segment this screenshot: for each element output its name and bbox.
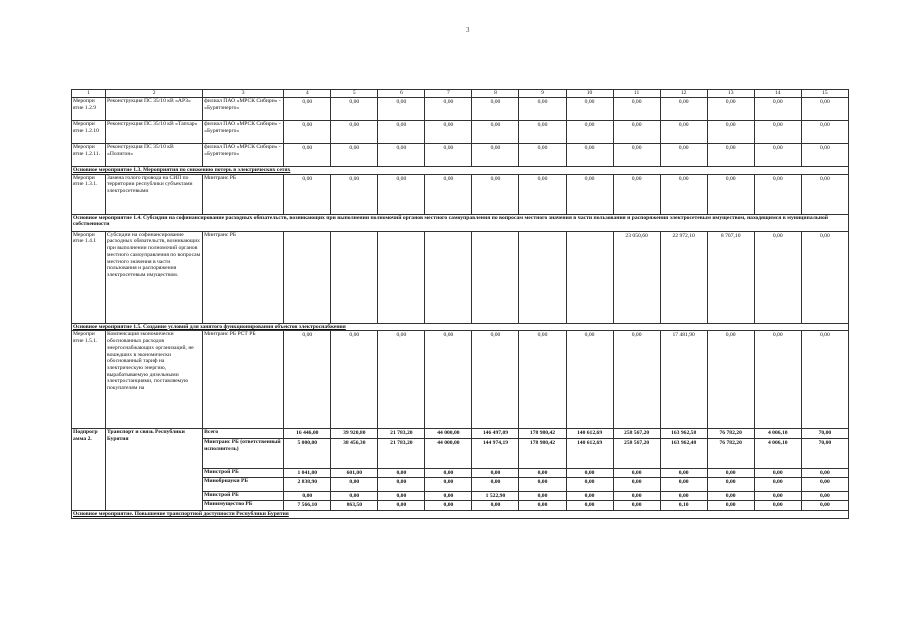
executor-cell: Всего [203,429,284,439]
value-cell: 0,00 [331,121,378,144]
column-number-cell: 15 [801,90,848,98]
value-cell: 0,00 [331,174,378,214]
value-cell: 0,00 [378,469,425,478]
measure-code-cell: Меропри ятие 1.2.10 [72,121,106,144]
value-cell: 0,00 [378,331,425,429]
value-cell: 0,00 [519,469,566,478]
value-cell: 146 497,09 [472,429,519,439]
measure-code-cell: Меропри ятие 1.2.11. [72,144,106,167]
value-cell: 0,00 [613,331,660,429]
value-cell: 0,00 [378,121,425,144]
table-row [72,231,849,323]
value-cell: 0,00 [425,98,472,121]
value-cell: 0,00 [284,98,331,121]
value-cell: 863,50 [331,501,378,511]
measure-name-cell: Субсидии на софинансирование расходных обязательств, возникающих при выполнении полномочий органов местного самоуправления по вопросам местного значения в части пользования и распоряжения электросетевым имуществом. [106,231,203,323]
column-number-cell: 9 [519,90,566,98]
column-number-cell: 6 [378,90,425,98]
executor-cell: Минобрнауки РБ [203,478,284,492]
measure-name-cell: Реконструкция ПС 35/10 кВ «Полигон» [106,144,203,167]
column-number-cell: 14 [754,90,801,98]
value-cell: 0,00 [472,501,519,511]
table-row [72,331,849,429]
budget-table [71,89,849,519]
value-cell: 0,00 [472,121,519,144]
value-cell: 0,00 [613,121,660,144]
column-number-cell: 13 [707,90,754,98]
value-cell: 0,00 [519,492,566,501]
value-cell: 0,00 [707,331,754,429]
value-cell: 0,00 [566,478,613,492]
value-cell: 140 612,69 [566,439,613,469]
value-cell: 0,00 [754,98,801,121]
column-number-cell: 8 [472,90,519,98]
value-cell: 4 006,10 [754,439,801,469]
value-cell: 0,00 [331,98,378,121]
value-cell: 0,00 [801,144,848,167]
value-cell: 0,00 [472,144,519,167]
value-cell [284,231,331,323]
value-cell: 0,00 [519,478,566,492]
value-cell: 0,00 [660,174,707,214]
column-number-cell: 3 [203,90,284,98]
value-cell: 0,00 [613,492,660,501]
measure-name-cell: Компенсация экономически обоснованных расходов энергоснабжающих организаций, не вошедших в экономически обоснованный тариф на электрическую энергию, вырабатываемую дизельными электростанциями, поставляемую покупателям на [106,331,203,429]
value-cell: 44 000,00 [425,429,472,439]
value-cell: 0,00 [519,501,566,511]
value-cell [519,231,566,323]
value-cell: 76 782,20 [707,439,754,469]
column-number-cell: 4 [284,90,331,98]
value-cell [378,231,425,323]
column-number-cell: 7 [425,90,472,98]
section-heading: Основное мероприятие 1.4. Субсидии на софинансирование расходных обязательств, возникающих при выполнении полномочий органов местного самоуправления по вопросам местного значения в части пользования и распоряжения электросетевым имуществом, находящимся в муниципальной собственности [72,214,849,231]
value-cell: 0,00 [801,331,848,429]
value-cell: 0,10 [660,501,707,511]
value-cell: 0,00 [566,331,613,429]
value-cell [331,231,378,323]
measure-name-cell: Реконструкция ПС 35/10 кВ «Тапхар» [106,121,203,144]
value-cell [425,231,472,323]
section-heading-row [72,214,849,231]
value-cell: 0,00 [754,331,801,429]
value-cell: 0,00 [284,174,331,214]
value-cell: 0,00 [472,478,519,492]
value-cell: 1 041,00 [284,469,331,478]
value-cell: 17 481,90 [660,331,707,429]
table-row [72,174,849,214]
value-cell: 178 980,42 [519,429,566,439]
value-cell: 258 567,20 [613,439,660,469]
value-cell: 0,00 [566,98,613,121]
column-number-cell: 11 [613,90,660,98]
value-cell: 0,00 [707,478,754,492]
value-cell: 0,00 [613,478,660,492]
value-cell: 0,00 [378,144,425,167]
measure-code-cell: Меропри ятие 1.3.1. [72,174,106,214]
value-cell: 0,00 [707,144,754,167]
value-cell: 0,00 [707,501,754,511]
value-cell: 0,00 [284,144,331,167]
column-number-cell: 10 [566,90,613,98]
executor-cell: филиал ПАО «МРСК Сибири» - «Бурятэнерго» [203,121,284,144]
value-cell: 0,00 [660,144,707,167]
value-cell: 0,00 [754,174,801,214]
value-cell: 22 972,10 [660,231,707,323]
value-cell: 0,00 [754,478,801,492]
measure-code-cell: Меропри ятие 1.2.9 [72,98,106,121]
column-number-cell: 12 [660,90,707,98]
value-cell: 39 920,80 [331,429,378,439]
value-cell: 0,00 [472,174,519,214]
value-cell: 21 783,20 [378,429,425,439]
executor-cell: Минтранс РБ (ответственный исполнитель) [203,439,284,469]
value-cell: 0,00 [801,501,848,511]
value-cell: 0,00 [754,469,801,478]
value-cell: 0,00 [519,174,566,214]
subprogram-row [72,429,849,439]
executor-cell: филиал ПАО «МРСК Сибири» - «Бурятэнерго» [203,98,284,121]
value-cell: 0,00 [519,331,566,429]
value-cell: 0,00 [613,98,660,121]
value-cell: 0,00 [425,478,472,492]
value-cell: 2 838,90 [284,478,331,492]
value-cell: 0,00 [566,501,613,511]
value-cell: 0,00 [613,469,660,478]
value-cell: 0,00 [754,492,801,501]
value-cell: 0,00 [613,144,660,167]
value-cell: 0,00 [331,331,378,429]
value-cell: 0,00 [472,331,519,429]
value-cell [472,231,519,323]
measure-name-cell: Реконструкция ПС 35/10 кВ «АРЗ» [106,98,203,121]
value-cell: 0,00 [284,331,331,429]
value-cell: 0,00 [425,331,472,429]
value-cell: 0,00 [472,98,519,121]
value-cell: 70,00 [801,439,848,469]
value-cell: 163 962,48 [660,439,707,469]
value-cell: 0,00 [566,492,613,501]
value-cell: 0,00 [801,478,848,492]
executor-cell: Минтранс РБ РСТ РБ [203,331,284,429]
value-cell: 0,00 [613,174,660,214]
value-cell: 0,00 [425,469,472,478]
value-cell: 0,00 [660,478,707,492]
value-cell: 76 782,20 [707,429,754,439]
value-cell: 144 974,19 [472,439,519,469]
value-cell: 0,00 [707,98,754,121]
value-cell: 0,00 [284,492,331,501]
value-cell: 21 783,20 [378,439,425,469]
executor-cell: Минстрой РБ [203,492,284,501]
executor-cell: Минстрой РБ [203,469,284,478]
measure-code-cell: Меропри ятие 1.4.1 [72,231,106,323]
value-cell: 8 707,10 [707,231,754,323]
measure-name-cell: Замена голого провода на СИП по территории республики субъектами электросетевыми [106,174,203,214]
value-cell: 0,00 [425,174,472,214]
value-cell: 0,00 [378,492,425,501]
value-cell: 0,00 [331,492,378,501]
value-cell: 0,00 [613,501,660,511]
column-number-cell: 1 [72,90,106,98]
executor-cell: Минтранс РБ [203,174,284,214]
executor-cell: Минимущество РБ [203,501,284,511]
value-cell: 0,00 [566,174,613,214]
page-number: 3 [466,26,470,34]
value-cell: 0,00 [660,492,707,501]
value-cell: 258 567,20 [613,429,660,439]
value-cell: 0,00 [378,98,425,121]
column-number-row [72,90,849,98]
executor-cell: Минтранс РБ [203,231,284,323]
table-row [72,144,849,167]
value-cell: 0,00 [707,121,754,144]
value-cell: 44 000,00 [425,439,472,469]
value-cell: 0,00 [378,174,425,214]
value-cell: 0,00 [660,98,707,121]
value-cell: 0,00 [707,492,754,501]
value-cell: 0,00 [566,121,613,144]
value-cell: 23 050,60 [613,231,660,323]
subprogram-name-cell: Транспорт и связь Республики Бурятия [106,429,203,511]
value-cell: 0,00 [331,478,378,492]
value-cell: 0,00 [378,501,425,511]
measure-code-cell: Меропри ятие 1.5.1. [72,331,106,429]
value-cell: 0,00 [754,231,801,323]
value-cell: 1 522,90 [472,492,519,501]
value-cell: 0,00 [801,469,848,478]
table-row [72,121,849,144]
value-cell: 0,00 [801,231,848,323]
value-cell: 4 006,10 [754,429,801,439]
value-cell: 601,00 [331,469,378,478]
value-cell: 0,00 [660,469,707,478]
value-cell: 0,00 [519,98,566,121]
table-row [72,98,849,121]
value-cell: 0,00 [660,121,707,144]
value-cell: 0,00 [331,144,378,167]
value-cell: 0,00 [425,121,472,144]
section-heading: Основное мероприятие 1.3. Мероприятия по снижению потерь в электрических сетях [72,167,849,175]
value-cell: 0,00 [425,144,472,167]
value-cell: 0,00 [707,469,754,478]
value-cell: 0,00 [801,174,848,214]
value-cell: 5 000,00 [284,439,331,469]
section-heading-row [72,323,849,331]
value-cell: 16 446,00 [284,429,331,439]
value-cell: 0,00 [519,121,566,144]
value-cell [566,231,613,323]
value-cell: 0,00 [566,144,613,167]
value-cell: 0,00 [425,501,472,511]
value-cell: 0,00 [801,492,848,501]
value-cell: 7 566,10 [284,501,331,511]
value-cell: 0,00 [284,121,331,144]
value-cell: 70,00 [801,429,848,439]
value-cell: 163 962,58 [660,429,707,439]
executor-cell: филиал ПАО «МРСК Сибири» - «Бурятэнерго» [203,144,284,167]
column-number-cell: 2 [106,90,203,98]
value-cell: 0,00 [754,501,801,511]
value-cell: 0,00 [425,492,472,501]
subprogram-code-cell: Подпрогр амма 2. [72,429,106,511]
section-heading: Основное мероприятие 1.5. Создание условий для занятого функционирования объектов электроснабжения [72,323,849,331]
value-cell: 0,00 [378,478,425,492]
value-cell: 0,00 [707,174,754,214]
value-cell: 0,00 [754,121,801,144]
value-cell: 38 456,30 [331,439,378,469]
value-cell: 0,00 [801,121,848,144]
value-cell: 140 612,69 [566,429,613,439]
value-cell: 178 980,42 [519,439,566,469]
section-heading-row [72,511,849,519]
value-cell: 0,00 [472,469,519,478]
section-heading-row [72,167,849,175]
value-cell: 0,00 [754,144,801,167]
value-cell: 0,00 [519,144,566,167]
section-heading: Основное мероприятие. Повышение транспортной доступности Республики Бурятия [72,511,849,519]
value-cell: 0,00 [566,469,613,478]
column-number-cell: 5 [331,90,378,98]
value-cell: 0,00 [801,98,848,121]
